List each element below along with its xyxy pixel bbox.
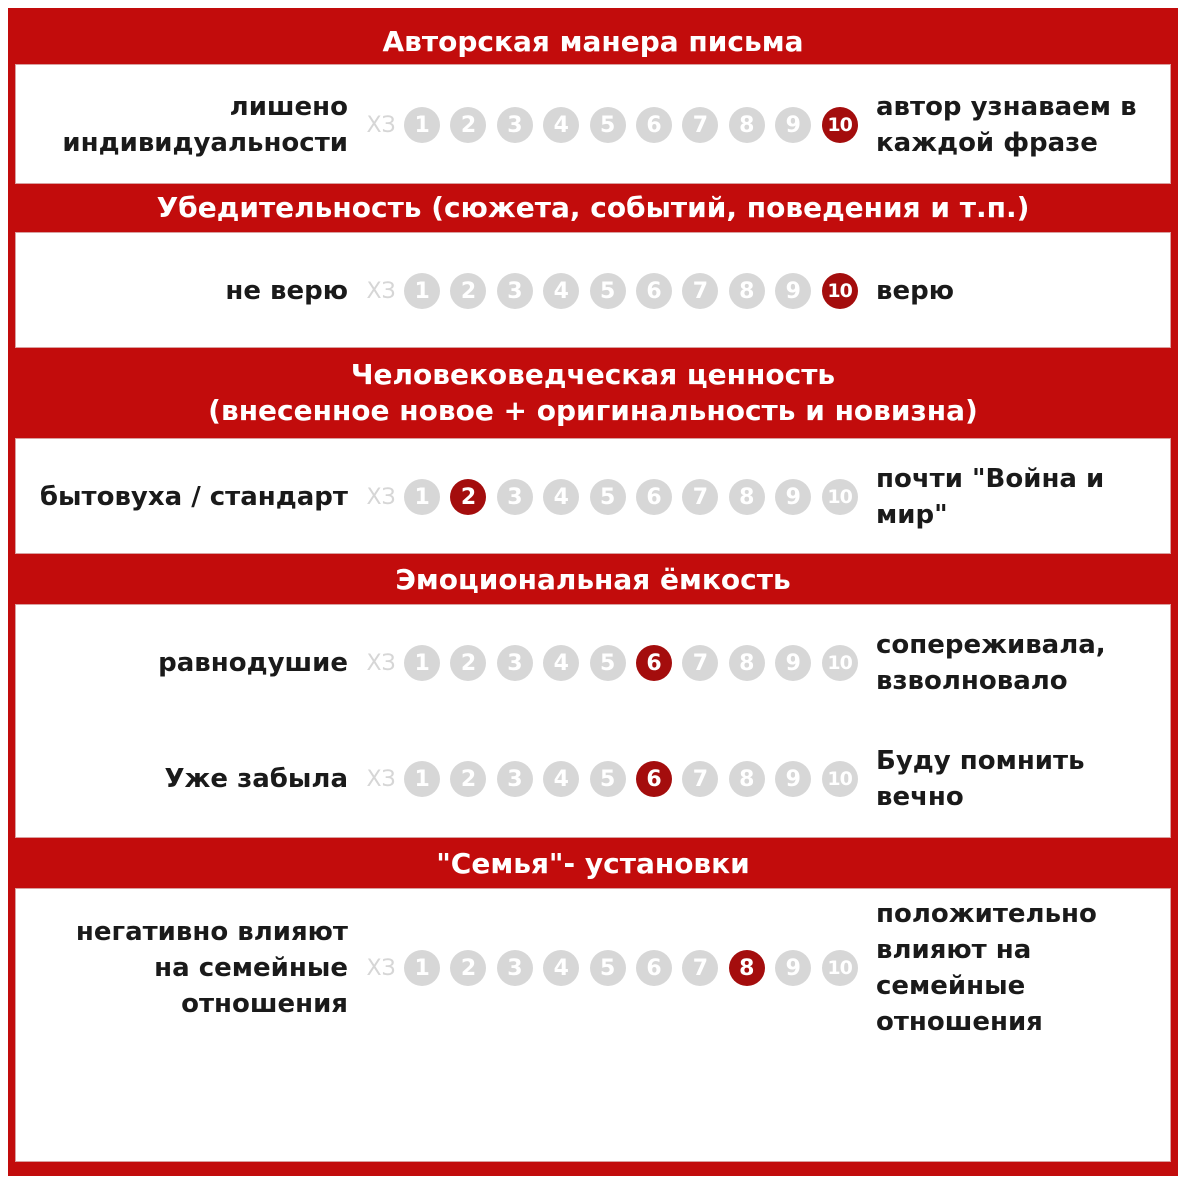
left-label-line: индивидуальности [62,128,348,158]
rating-circle[interactable]: 9 [775,273,811,309]
rating-circle[interactable]: 10 [822,761,858,797]
left-label [16,233,348,349]
rating-scale [358,605,868,721]
rating-circle[interactable]: 6 [636,479,672,515]
rating-circle[interactable]: 8 [729,645,765,681]
xz-option[interactable]: ХЗ [366,278,396,304]
rating-circle[interactable]: 8 [729,761,765,797]
left-label [16,439,348,555]
rating-scale [358,65,868,185]
section-header-persuasiveness [8,184,1178,232]
rating-circle[interactable]: 6 [636,950,672,986]
section-title: Авторская манера письма [382,25,804,58]
rating-card [8,8,1178,1176]
rating-circle[interactable]: 2 [450,273,486,309]
left-label-line: равнодушие [158,648,348,678]
rating-circle[interactable]: 1 [404,761,440,797]
right-label: сопереживала, взволновало [876,630,1106,696]
rating-scale [358,439,868,555]
rating-circle[interactable]: 4 [543,645,579,681]
rating-circle[interactable]: 10 [822,479,858,515]
rating-circle[interactable]: 9 [775,950,811,986]
left-label-line: негативно влияют [75,917,348,947]
rating-circle[interactable]: 5 [590,107,626,143]
rating-circle[interactable]: 8 [729,107,765,143]
rating-circle[interactable]: 2 [450,761,486,797]
section-panel-human-value [15,438,1171,554]
rating-circle[interactable]: 5 [590,479,626,515]
rating-circle[interactable]: 7 [682,645,718,681]
rating-circle[interactable]: 3 [497,645,533,681]
section-header-human-value [8,350,1178,436]
xz-option[interactable]: ХЗ [366,766,396,792]
rating-circle[interactable]: 5 [590,645,626,681]
rating-circle[interactable]: 4 [543,761,579,797]
rating-circle[interactable]: 4 [543,273,579,309]
rating-circle[interactable]: 2 [450,950,486,986]
rating-circle-selected[interactable]: 2 [450,479,486,515]
section-title: "Семья"- установки [436,847,750,880]
section-header-emotional [8,556,1178,604]
xz-option[interactable]: ХЗ [366,112,396,138]
rating-circle[interactable]: 4 [543,479,579,515]
xz-option[interactable]: ХЗ [366,650,396,676]
rating-circle[interactable]: 1 [404,950,440,986]
right-label: автор узнаваем в каждой фразе [876,92,1137,158]
rating-circle[interactable]: 6 [636,107,672,143]
rating-circle-selected[interactable]: 10 [822,107,858,143]
section-subtitle: (внесенное новое + оригинальность и новизна) [208,394,978,427]
section-title: Эмоциональная ёмкость [395,563,791,596]
section-panel-author-style [15,64,1171,184]
rating-circle[interactable]: 4 [543,950,579,986]
rating-circle[interactable]: 2 [450,107,486,143]
section-header-author-style [8,18,1178,66]
right-label: положительно влияют на семейные отношения [876,899,1097,1037]
rating-circle[interactable]: 8 [729,479,765,515]
rating-row [16,721,1170,837]
left-label-line: Уже забыла [164,764,348,794]
rating-circle[interactable]: 7 [682,761,718,797]
rating-scale [358,889,868,1047]
right-label: Буду помнить вечно [876,746,1085,812]
left-label-line: не верю [225,276,348,306]
left-label [16,889,348,1047]
section-panel-persuasiveness [15,232,1171,348]
rating-scale [358,233,868,349]
rating-circle-selected[interactable]: 6 [636,645,672,681]
rating-circle[interactable]: 5 [590,273,626,309]
left-label [16,721,348,837]
rating-circle[interactable]: 4 [543,107,579,143]
rating-row [16,889,1170,1047]
xz-option[interactable]: ХЗ [366,484,396,510]
right-label: почти "Война и мир" [876,464,1105,530]
rating-circle[interactable]: 3 [497,479,533,515]
xz-option[interactable]: ХЗ [366,955,396,981]
rating-circle[interactable]: 1 [404,273,440,309]
section-title: Человековедческая ценность [350,358,836,391]
rating-circle-selected[interactable]: 10 [822,273,858,309]
left-label-line: лишено [229,92,348,122]
right-label: верю [876,276,954,306]
rating-circle[interactable]: 2 [450,645,486,681]
rating-circle[interactable]: 7 [682,107,718,143]
section-panel-emotional [15,604,1171,838]
rating-circle[interactable]: 5 [590,950,626,986]
rating-circle[interactable]: 9 [775,645,811,681]
rating-circle[interactable]: 10 [822,950,858,986]
section-header-family [8,840,1178,888]
rating-row [16,65,1170,185]
rating-circle[interactable]: 1 [404,479,440,515]
left-label [16,605,348,721]
rating-circle[interactable]: 3 [497,273,533,309]
rating-row [16,439,1170,555]
rating-scale [358,721,868,837]
rating-circle[interactable]: 3 [497,761,533,797]
rating-circle[interactable]: 9 [775,107,811,143]
left-label [16,65,348,185]
rating-circle[interactable]: 3 [497,107,533,143]
section-panel-family [15,888,1171,1162]
rating-circle-selected[interactable]: 8 [729,950,765,986]
rating-circle-selected[interactable]: 6 [636,761,672,797]
rating-circle[interactable]: 3 [497,950,533,986]
rating-circle[interactable]: 7 [682,950,718,986]
left-label-line: на семейные [154,953,348,983]
rating-circle[interactable]: 5 [590,761,626,797]
rating-circle[interactable]: 6 [636,273,672,309]
rating-row [16,605,1170,721]
section-title: Убедительность (сюжета, событий, поведения и т.п.) [156,191,1030,224]
rating-circle[interactable]: 1 [404,107,440,143]
rating-row [16,233,1170,349]
rating-circle[interactable]: 10 [822,645,858,681]
rating-circle[interactable]: 9 [775,479,811,515]
rating-circle[interactable]: 8 [729,273,765,309]
left-label-line: отношения [181,989,348,1019]
rating-circle[interactable]: 9 [775,761,811,797]
rating-circle[interactable]: 1 [404,645,440,681]
rating-circle[interactable]: 7 [682,273,718,309]
left-label-line: бытовуха / стандарт [39,482,348,512]
rating-circle[interactable]: 7 [682,479,718,515]
